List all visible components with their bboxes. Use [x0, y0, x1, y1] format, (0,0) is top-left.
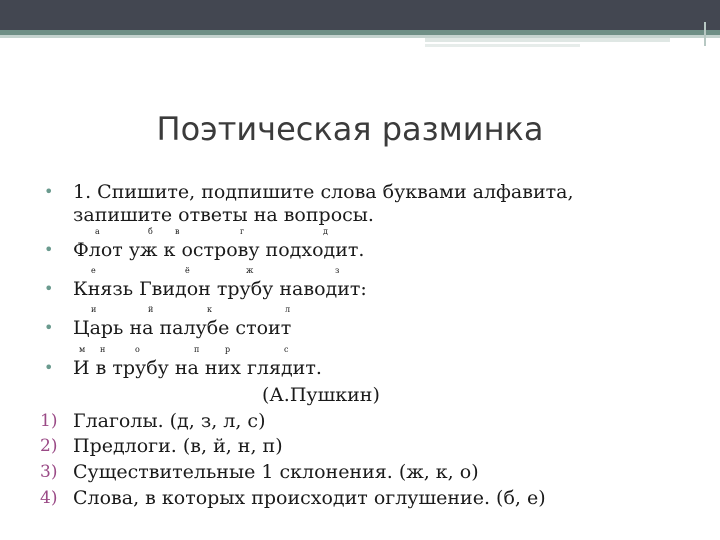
letter: о	[135, 345, 140, 354]
author: (А.Пушкин)	[262, 384, 380, 406]
answer-number: 4)	[40, 488, 58, 508]
letter: м	[79, 345, 86, 354]
letter: с	[284, 345, 289, 354]
letter: й	[148, 305, 154, 314]
letter: р	[225, 345, 231, 354]
letter: н	[100, 345, 106, 354]
letter: г	[240, 227, 245, 236]
instruction-line-1: 1. Спишите, подпишите слова буквами алфавита,	[73, 181, 574, 203]
answer-number: 1)	[40, 411, 58, 431]
letter: з	[335, 266, 340, 275]
letter: а	[95, 227, 100, 236]
verse-line: И в трубу на них глядит.	[73, 357, 322, 379]
verse-line: Князь Гвидон трубу наводит:	[73, 278, 367, 300]
letter: п	[194, 345, 200, 354]
instruction-line-2: запишите ответы на вопросы.	[73, 204, 374, 226]
decor-line	[425, 38, 670, 42]
answer-text: Глаголы. (д, з, л, с)	[73, 410, 266, 432]
answer-text: Слова, в которых происходит оглушение. (б, е)	[73, 487, 546, 509]
verse-line: Царь на палубе стоит	[73, 317, 292, 339]
letter: б	[148, 227, 153, 236]
letter: д	[323, 227, 328, 236]
letter: ё	[185, 266, 190, 275]
letter: л	[285, 305, 291, 314]
bullet-dot: •	[44, 318, 54, 337]
decor-vertical-line	[704, 22, 706, 46]
letter: в	[175, 227, 180, 236]
answer-number: 3)	[40, 462, 58, 482]
bullet-dot: •	[44, 358, 54, 377]
top-bar	[0, 0, 720, 30]
bullet-dot: •	[44, 182, 54, 201]
letter: и	[91, 305, 97, 314]
bullet-dot: •	[44, 240, 54, 259]
letter: к	[207, 305, 212, 314]
answer-text: Предлоги. (в, й, н, п)	[73, 435, 283, 457]
letter: ж	[246, 266, 254, 275]
decor-line	[425, 44, 580, 47]
verse-line: Флот уж к острову подходит.	[73, 239, 365, 261]
slide-title: Поэтическая разминка	[156, 110, 544, 148]
bullet-dot: •	[44, 279, 54, 298]
answer-number: 2)	[40, 436, 58, 456]
letter: е	[91, 266, 96, 275]
answer-text: Существительные 1 склонения. (ж, к, о)	[73, 461, 479, 483]
